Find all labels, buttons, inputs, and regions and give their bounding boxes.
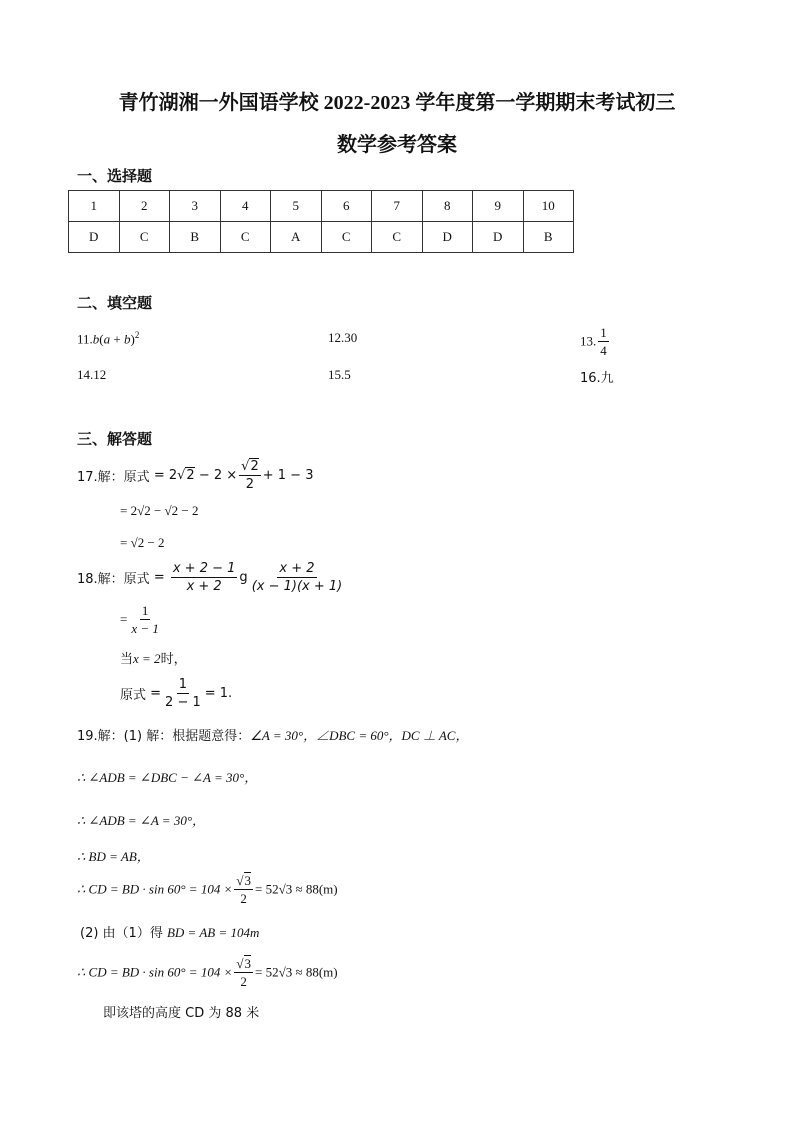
table-cell: D: [473, 222, 524, 253]
q19-part2: (2) 由（1）得 BD = AB = 104m: [80, 925, 260, 941]
q19-step3: ∴ BD = AB，: [77, 849, 150, 864]
doc-title-line1: 青竹湖湘一外国语学校 2022-2023 学年度第一学期期末考试初三: [118, 92, 676, 114]
table-cell: C: [119, 222, 170, 253]
answer-16: 16.九: [580, 371, 614, 386]
table-cell: 4: [220, 191, 271, 222]
answer-15: 15.5: [328, 367, 351, 382]
answer-14: 14.12: [77, 367, 107, 382]
q18-condition: 当x = 2时，: [120, 651, 187, 667]
q19-line1: 19.解：(1) 解：根据题意得：∠A = 30°，∠DBC = 60°，DC ⊥ AC，: [77, 728, 469, 744]
table-cell: 9: [473, 191, 524, 222]
answer-table: [68, 190, 574, 253]
q18-line2: = $\frac{1}{x - 1}$: [120, 603, 159, 636]
table-cell: 7: [372, 191, 423, 222]
table-cell: C: [220, 222, 271, 253]
q18-line1: 18.解：原式 = $\frac{x + 2 - 1}{x + 2}$ g $\frac{x + 2}{(x - 1)(x + 1)}$: [77, 561, 343, 594]
table-row-answers: [69, 222, 574, 253]
answer-11: $11.b(a + b)^2$: [77, 330, 140, 347]
table-cell: B: [523, 222, 574, 253]
q17-line1: 17.解：原式 = 2√2 − 2 × $\frac{√2}{2}$ + 1 − 3: [77, 459, 314, 492]
q17-line3: = √2 − 2: [120, 535, 165, 550]
table-cell: C: [321, 222, 372, 253]
table-cell: 8: [422, 191, 473, 222]
table-cell: 2: [119, 191, 170, 222]
table-cell: 1: [69, 191, 120, 222]
table-cell: D: [69, 222, 120, 253]
table-cell: D: [422, 222, 473, 253]
q19-conclusion: 即该塔的高度 CD 为 88 米: [103, 1006, 260, 1021]
section-multiple-choice: 一、选择题: [77, 167, 153, 185]
q19-step1: ∴ ∠ADB = ∠DBC − ∠A = 30°，: [77, 770, 258, 785]
doc-title-line2: 数学参考答案: [337, 134, 457, 156]
section-fill-in: 二、填空题: [77, 294, 153, 312]
table-row-numbers: [69, 191, 574, 222]
q19-step4: ∴ CD = BD · sin 60° = 104 × $\frac{√3}{2}$ = 52√3 ≈ 88(m): [77, 873, 338, 906]
table-cell: C: [372, 222, 423, 253]
answer-13: 13. $\frac{1}{4}$: [580, 325, 607, 358]
table-cell: 3: [170, 191, 221, 222]
q19-step5: ∴ CD = BD · sin 60° = 104 × $\frac{√3}{2}$ = 52√3 ≈ 88(m): [77, 956, 338, 989]
table-cell: 5: [271, 191, 322, 222]
q17-line2: = 2√2 − √2 − 2: [120, 503, 199, 518]
table-cell: B: [170, 222, 221, 253]
q19-step2: ∴ ∠ADB = ∠A = 30°，: [77, 813, 206, 828]
answer-12: 12.30: [328, 330, 358, 345]
table-cell: A: [271, 222, 322, 253]
q18-result: 原式 = $\frac{1}{2 - 1}$ = 1.: [120, 677, 233, 710]
table-cell: 10: [523, 191, 574, 222]
section-solutions: 三、解答题: [77, 430, 153, 448]
table-cell: 6: [321, 191, 372, 222]
